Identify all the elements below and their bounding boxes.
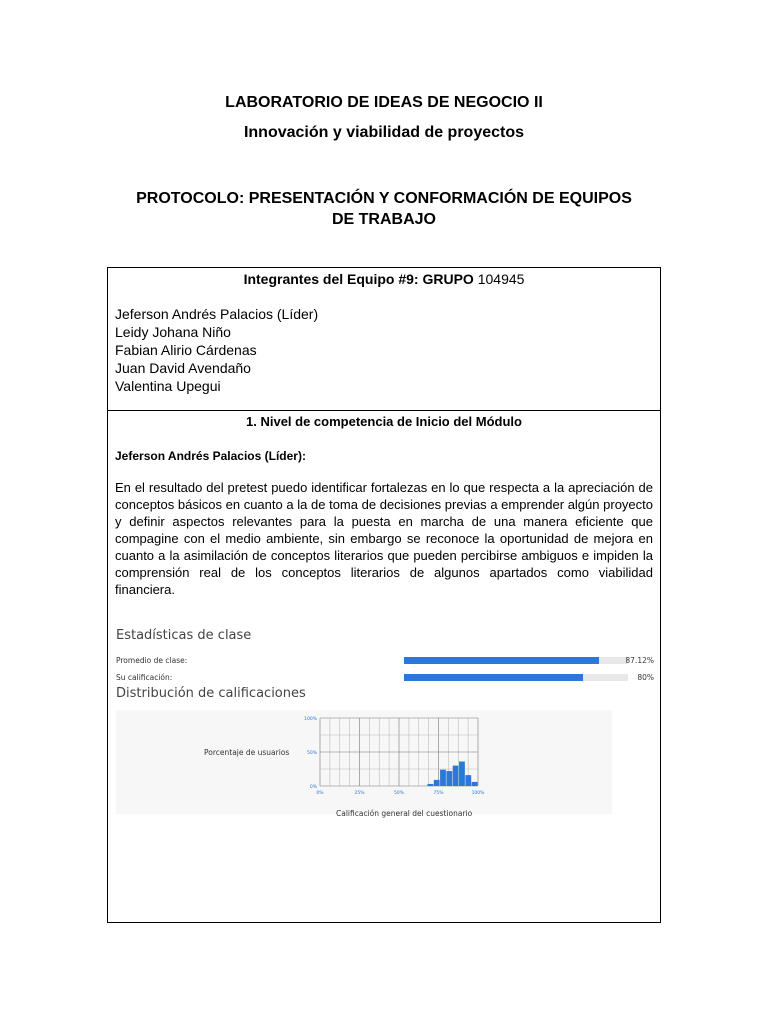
histogram-bar [440,770,446,786]
protocol-title-line2: DE TRABAJO [331,211,436,228]
y-tick-label: 50% [306,751,317,756]
team-label: Integrantes del Equipo #9: GRUPO [243,271,474,287]
section-title: 1. Nivel de competencia de Inicio del Módulo [246,414,522,429]
histogram-bar [472,782,478,786]
distribution-title: Distribución de calificaciones [116,686,306,701]
histogram-bar [446,771,452,786]
histogram-bar [459,762,465,786]
y-tick-label: 100% [304,717,317,722]
team-box [107,267,661,411]
your-grade-bar [404,674,583,681]
distribution-chart [286,712,486,802]
member-item: Jeferson Andrés Palacios (Líder) [115,306,319,322]
protocol-title [0,188,768,230]
x-tick-label: 75% [433,791,444,796]
chart-y-label: Porcentaje de usuarios [204,748,290,757]
your-grade-label: Su calificación: [116,673,173,682]
your-grade-track [404,674,628,681]
class-average-value: 87.12% [625,656,654,665]
class-average-label: Promedio de clase: [116,656,188,665]
member-item: Leidy Johana Niño [115,324,231,340]
histogram-bar [465,775,471,786]
y-tick-label: 0% [309,785,317,790]
group-number: 104945 [477,271,525,287]
class-average-bar [404,657,599,664]
histogram-bar [453,766,459,786]
doc-title: LABORATORIO DE IDEAS DE NEGOCIO II [225,94,543,111]
leader-paragraph: En el resultado del pretest puedo identificar fortalezas en lo que respecta a la apreciación de conceptos básicos en cuanto a la de toma de decisiones previas a emprender algún proyecto y definir aspectos relevantes para la puesta en marcha de una manera eficiente que compagine con el medio ambiente, sin embargo se reconoce la oportunidad de mejora en cuanto a la asimilación de conceptos literarios que pueden percibirse ambiguos e impiden la comprensión real de los conceptos literarios de algunos apartados como viabilidad financiera. [115,480,653,597]
x-tick-label: 100% [471,791,485,796]
member-item: Fabian Alirio Cárdenas [115,342,257,358]
x-tick-label: 50% [393,791,405,796]
team-heading [108,271,660,287]
stats-panel [116,622,656,822]
histogram-bar [434,780,440,786]
your-grade-value: 80% [637,673,654,682]
x-tick-label: 0% [316,791,324,796]
member-item: Valentina Upegui [115,378,221,394]
member-item: Juan David Avendaño [115,360,251,376]
stats-title: Estadísticas de clase [116,628,252,643]
chart-x-label: Calificación general del cuestionario [336,809,473,818]
doc-subtitle: Innovación y viabilidad de proyectos [243,124,525,141]
class-average-track [404,657,628,664]
leader-heading: Jeferson Andrés Palacios (Líder): [115,449,306,463]
histogram-bar [427,784,433,786]
protocol-title-line1: PROTOCOLO: PRESENTACIÓN Y CONFORMACIÓN DE EQUIPOS [136,190,632,207]
member-list [115,305,660,395]
x-tick-label: 25% [354,791,365,796]
